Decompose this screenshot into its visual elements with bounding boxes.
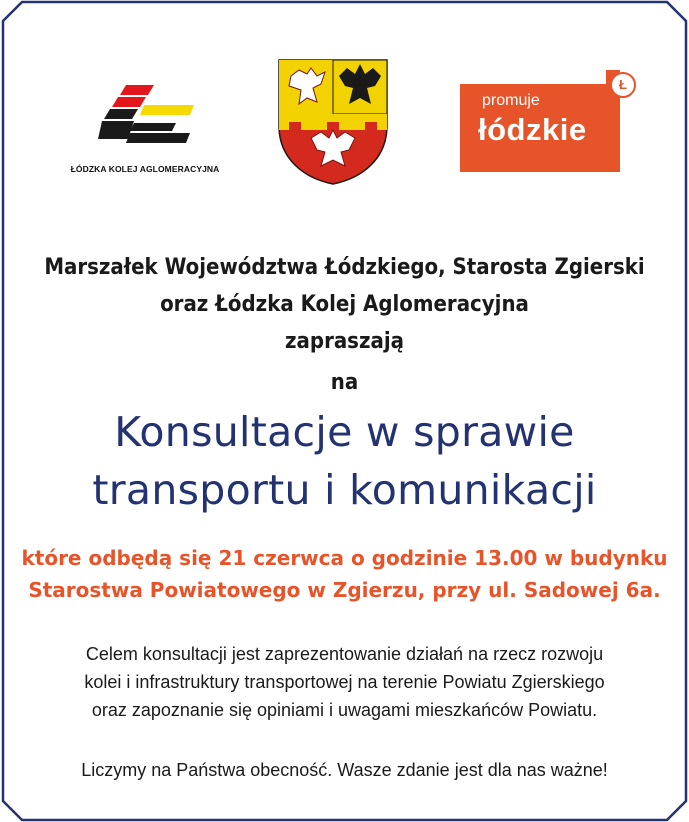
invitation-line-2: oraz Łódzka Kolej Aglomeracyjna — [160, 292, 529, 317]
lka-name-text: ŁÓDZKA KOLEJ AGLOMERACYJNA — [70, 164, 220, 174]
description-line-3: oraz zapoznanie się opiniami i uwagami mieszkańców Powiatu. — [91, 700, 598, 720]
invitation-line-3: zapraszają — [285, 329, 404, 354]
title-line-2: transportu i komunikacji — [92, 466, 597, 514]
description-line-2: kolei i infrastruktury transportowej na terenie Powiatu Zgierskiego — [84, 672, 605, 692]
logo-row — [0, 0, 689, 200]
promo-bottom-text: łódzkie — [478, 112, 587, 147]
coat-of-arms-icon — [277, 58, 389, 186]
title-line-1: Konsultacje w sprawie — [114, 408, 575, 456]
lka-mark-icon — [98, 83, 198, 153]
promo-badge: Ł — [610, 72, 636, 98]
promuje-lodzkie-logo — [460, 70, 636, 172]
details-line-2: Starostwa Powiatowego w Zgierzu, przy ul. Sadowej 6a. — [28, 578, 661, 602]
invitation-line-1: Marszałek Województwa Łódzkiego, Starosta Zgierski — [44, 255, 645, 280]
invitation-line-4: na — [330, 370, 359, 395]
promo-top-text: promuje — [482, 92, 540, 109]
lka-logo — [60, 78, 230, 178]
details-line-1: które odbędą się 21 czerwca o godzinie 13.00 w budynku — [21, 546, 668, 570]
closing-line: Liczymy na Państwa obecność. Wasze zdanie jest dla nas ważne! — [81, 760, 608, 780]
description-line-1: Celem konsultacji jest zaprezentowanie działań na rzecz rozwoju — [85, 644, 604, 664]
